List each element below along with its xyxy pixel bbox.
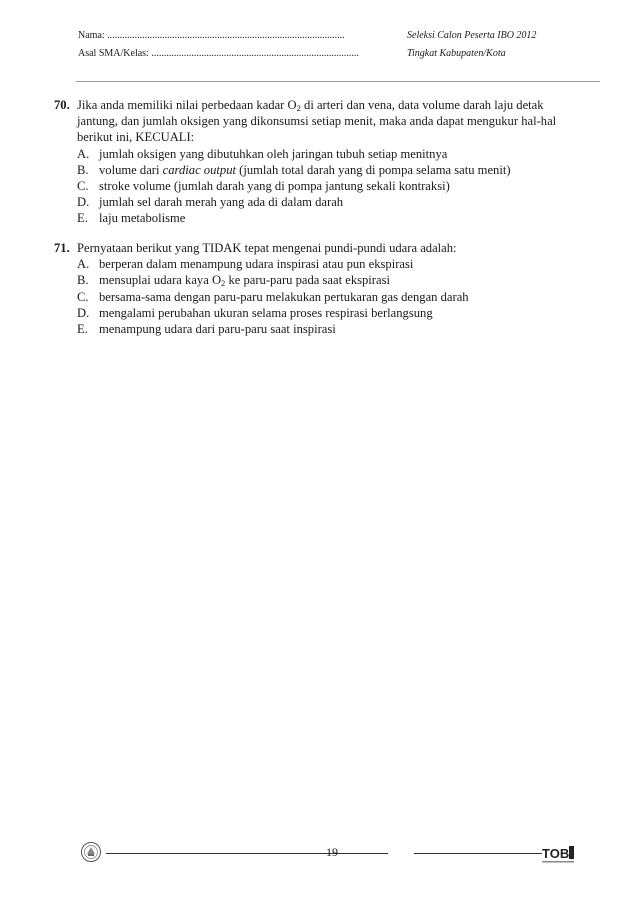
page-header: [78, 27, 600, 83]
option-letter: A.: [77, 146, 90, 161]
tobi-logo-icon: [542, 842, 576, 866]
option-e[interactable]: [77, 210, 574, 226]
option-text-italic: cardiac output: [162, 162, 236, 177]
school-class-field-line: Asal SMA/Kelas: ...................................................................................: [78, 48, 359, 59]
option-b[interactable]: [77, 162, 574, 178]
option-subscript: 2: [221, 278, 226, 289]
footer-rule-left: [106, 853, 388, 854]
option-text-pre: mensuplai udara kaya O: [99, 273, 222, 288]
option-letter: C.: [77, 289, 89, 304]
stem-text-a: Jika anda memiliki nilai perbedaan kadar O: [77, 98, 297, 112]
stem-subscript: 2: [296, 103, 301, 113]
option-text: stroke volume (jumlah darah yang di pompa jantung sekali kontraksi): [99, 179, 450, 194]
option-text-post: ke paru-paru pada saat ekspirasi: [225, 273, 390, 288]
option-a[interactable]: [77, 146, 574, 162]
option-text: menampung udara dari paru-paru saat inspirasi: [99, 322, 336, 337]
answer-options: [77, 256, 574, 337]
option-text: jumlah oksigen yang dibutuhkan oleh jaringan tubuh setiap menitnya: [99, 146, 448, 161]
option-d[interactable]: [77, 305, 574, 321]
option-letter: B.: [77, 273, 89, 288]
option-e[interactable]: [77, 321, 574, 337]
option-text: mengalami perubahan ukuran selama proses respirasi berlangsung: [99, 305, 433, 320]
option-letter: D.: [77, 305, 90, 320]
question-number: 71.: [54, 241, 70, 255]
option-text: berperan dalam menampung udara inspirasi atau pun ekspirasi: [99, 257, 414, 272]
option-text: laju metabolisme: [99, 211, 186, 226]
option-letter: E.: [77, 322, 88, 337]
option-b[interactable]: [77, 272, 574, 288]
option-letter: E.: [77, 211, 88, 226]
option-text: bersama-sama dengan paru-paru melakukan pertukaran gas dengan darah: [99, 289, 469, 304]
question-stem: [77, 97, 574, 146]
question-71: [54, 240, 574, 337]
option-letter: B.: [77, 162, 89, 177]
footer-rule-right: [414, 853, 542, 854]
header-divider: [76, 81, 600, 82]
option-text: jumlah sel darah merah yang ada di dalam darah: [99, 195, 344, 210]
answer-options: [77, 146, 574, 227]
option-c[interactable]: [77, 289, 574, 305]
option-a[interactable]: [77, 256, 574, 272]
option-letter: D.: [77, 195, 90, 210]
question-stem: Pernyataan berikut yang TIDAK tepat mengenai pundi-pundi udara adalah:: [77, 241, 457, 255]
stem-text-b: di arteri dan vena, data volume darah laju detak jantung, dan jumlah oksigen yang dikonsumsi setiap menit, maka anda dapat mengukur hal-hal berikut ini, KECUALI:: [77, 98, 557, 145]
page-number: 19: [326, 845, 338, 859]
institution-seal-icon: [80, 841, 102, 863]
exam-title: Seleksi Calon Peserta IBO 2012: [407, 30, 537, 41]
option-text-post: (jumlah total darah yang di pompa selama satu menit): [236, 162, 511, 177]
option-letter: A.: [77, 257, 90, 272]
option-letter: C.: [77, 179, 89, 194]
exam-level: Tingkat Kabupaten/Kota: [407, 48, 506, 59]
logo-text: TOB: [542, 846, 570, 861]
question-70: [54, 97, 574, 227]
option-d[interactable]: [77, 194, 574, 210]
page-footer: [76, 836, 576, 876]
question-number: 70.: [54, 98, 70, 112]
option-text-pre: volume dari: [99, 162, 163, 177]
name-field-line: Nama: ...............................................................................................: [78, 30, 345, 41]
option-c[interactable]: [77, 178, 574, 194]
